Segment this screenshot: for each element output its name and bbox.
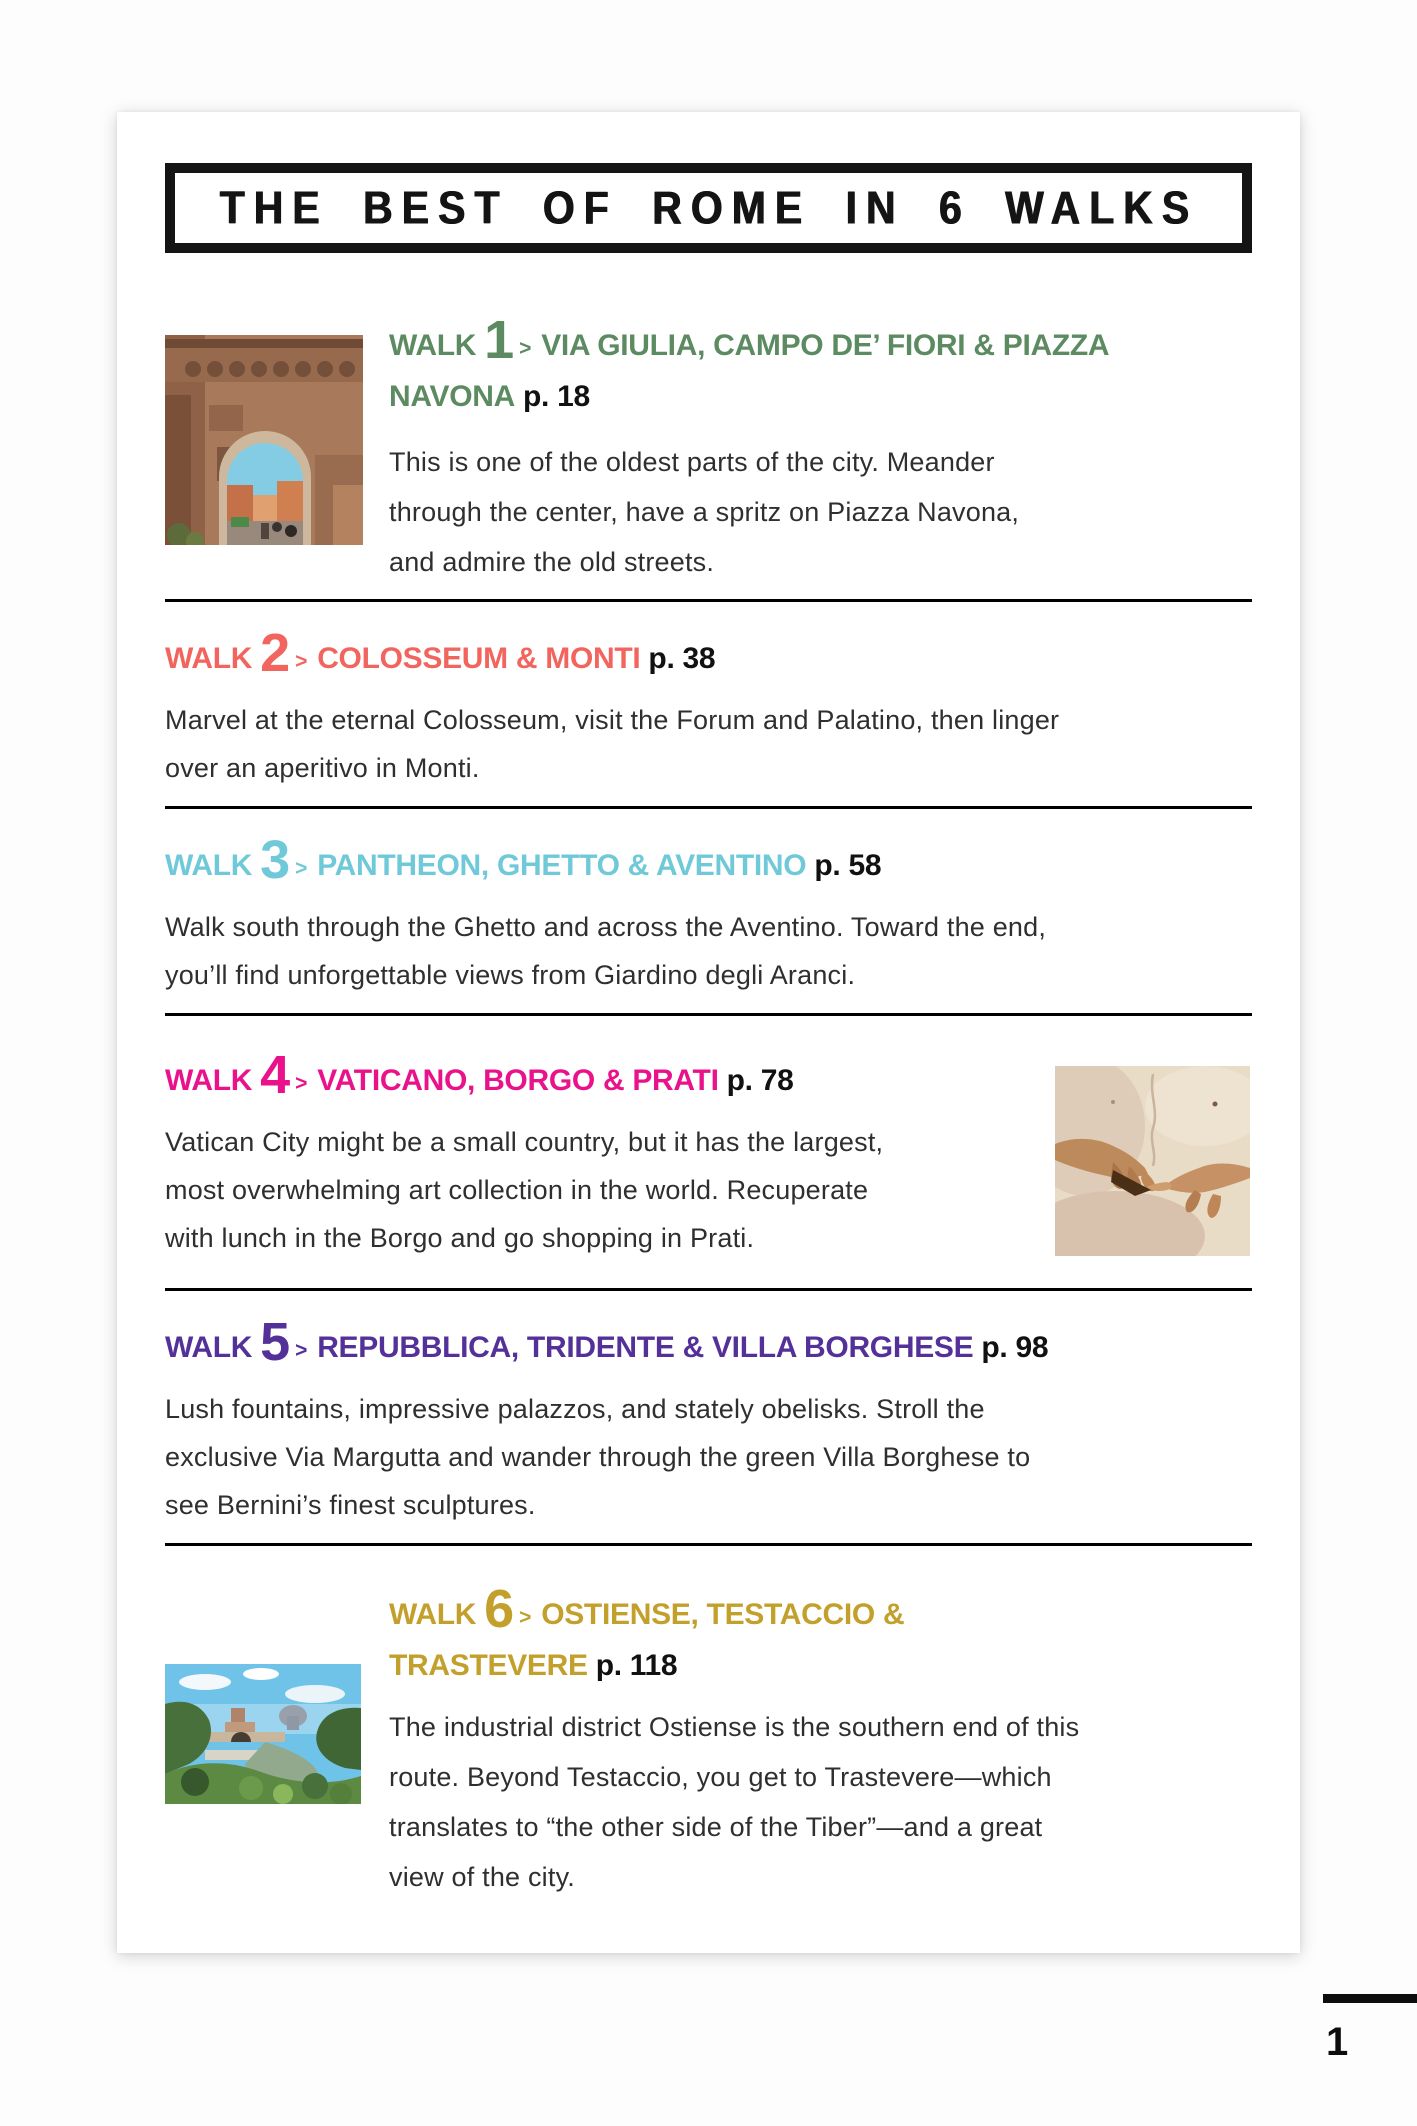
walk-number: 1	[484, 310, 514, 370]
chevron-separator: >	[295, 1339, 308, 1362]
walk-1-description	[389, 437, 1251, 587]
walk-4-heading	[165, 1045, 1033, 1108]
walk-label: WALK	[389, 1598, 477, 1631]
walk-2-description	[165, 696, 1252, 792]
description-line: Lush fountains, impressive palazzos, and stately obelisks. Stroll the	[165, 1394, 985, 1424]
walk-page-ref: p. 58	[814, 849, 882, 882]
description-line: Marvel at the eternal Colosseum, visit the Forum and Palatino, then linger	[165, 705, 1060, 735]
walk-1-section	[165, 310, 1252, 587]
description-line: translates to “the other side of the Tiber”—and a great	[389, 1812, 1043, 1842]
creation-of-adam-hands-photo	[1055, 1066, 1250, 1256]
book-page	[117, 112, 1300, 1953]
section-divider	[165, 599, 1252, 602]
description-line: over an aperitivo in Monti.	[165, 753, 480, 783]
walk-5-description	[165, 1385, 1252, 1529]
chevron-separator: >	[519, 337, 532, 360]
section-divider	[165, 1543, 1252, 1546]
folio-bar	[1323, 1994, 1417, 2003]
walk-route-line1: OSTIENSE, TESTACCIO &	[541, 1598, 905, 1631]
walk-3-section	[165, 830, 1252, 999]
page-title: THE BEST OF ROME IN 6 WALKS	[219, 181, 1198, 234]
walk-4-section	[165, 1040, 1252, 1262]
walk-5-section	[165, 1312, 1252, 1529]
walk-6-section	[165, 1579, 1252, 1902]
description-line: exclusive Via Margutta and wander through the green Villa Borghese to	[165, 1442, 1031, 1472]
description-line: Vatican City might be a small country, but it has the largest,	[165, 1127, 884, 1157]
section-divider	[165, 1013, 1252, 1016]
walk-label: WALK	[165, 1331, 253, 1364]
walk-label: WALK	[165, 849, 253, 882]
walk-route: VATICANO, BORGO & PRATI	[317, 1064, 719, 1097]
walk-route: COLOSSEUM & MONTI	[317, 642, 641, 675]
walk-page-ref: p. 98	[981, 1331, 1049, 1364]
description-line: route. Beyond Testaccio, you get to Trastevere—which	[389, 1762, 1052, 1792]
page-title-box	[165, 163, 1252, 253]
chevron-separator: >	[295, 857, 308, 880]
section-divider	[165, 806, 1252, 809]
walk-page-ref: p. 18	[522, 380, 590, 413]
description-line: This is one of the oldest parts of the city. Meander	[389, 447, 995, 477]
walk-2-heading	[165, 623, 1252, 686]
walk-number: 2	[260, 623, 290, 683]
description-line: with lunch in the Borgo and go shopping in Prati.	[165, 1223, 755, 1253]
walk-1-heading	[389, 310, 1251, 421]
walk-route: PANTHEON, GHETTO & AVENTINO	[317, 849, 807, 882]
walk-route: REPUBBLICA, TRIDENTE & VILLA BORGHESE	[317, 1331, 974, 1364]
page-number: 1	[1326, 2020, 1349, 2064]
tiber-island-photo	[165, 1664, 361, 1804]
walk-5-heading	[165, 1312, 1252, 1375]
walk-label: WALK	[389, 329, 477, 362]
chevron-separator: >	[295, 650, 308, 673]
walk-route-line2: NAVONA	[389, 380, 515, 413]
walk-2-section	[165, 623, 1252, 792]
description-line: through the center, have a spritz on Piazza Navona,	[389, 497, 1020, 527]
walk-6-description	[389, 1702, 1247, 1902]
chevron-separator: >	[295, 1072, 308, 1095]
walk-3-heading	[165, 830, 1252, 893]
walk-number: 6	[484, 1579, 514, 1639]
section-divider	[165, 1288, 1252, 1291]
description-line: most overwhelming art collection in the world. Recuperate	[165, 1175, 869, 1205]
walk-label: WALK	[165, 1064, 253, 1097]
description-line: The industrial district Ostiense is the southern end of this	[389, 1712, 1080, 1742]
walk-number: 4	[260, 1045, 290, 1105]
description-line: Walk south through the Ghetto and across the Aventino. Toward the end,	[165, 912, 1047, 942]
walk-page-ref: p. 118	[595, 1649, 678, 1682]
walk-3-description	[165, 903, 1252, 999]
walk-number: 3	[260, 830, 290, 890]
walk-page-ref: p. 38	[648, 642, 716, 675]
walk-label: WALK	[165, 642, 253, 675]
description-line: view of the city.	[389, 1862, 575, 1892]
walk-route-line1: VIA GIULIA, CAMPO DE’ FIORI & PIAZZA	[541, 329, 1110, 362]
walk-route-line2: TRASTEVERE	[389, 1649, 588, 1682]
description-line: see Bernini’s finest sculptures.	[165, 1490, 536, 1520]
description-line: and admire the old streets.	[389, 547, 715, 577]
rome-city-gate-street-photo	[165, 335, 363, 545]
walk-4-description	[165, 1118, 1033, 1262]
walk-number: 5	[260, 1312, 290, 1372]
description-line: you’ll find unforgettable views from Giardino degli Aranci.	[165, 960, 856, 990]
walk-page-ref: p. 78	[726, 1064, 794, 1097]
walk-6-heading	[389, 1579, 1247, 1690]
chevron-separator: >	[519, 1606, 532, 1629]
